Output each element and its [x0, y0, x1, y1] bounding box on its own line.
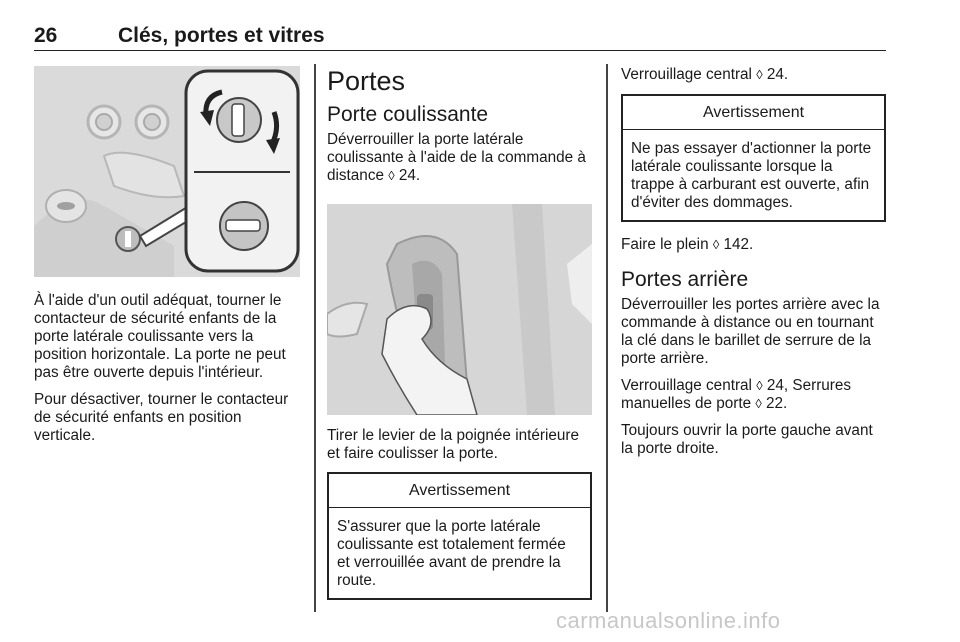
column-divider-right [606, 64, 608, 612]
section-heading-portes: Portes [327, 66, 406, 96]
column-3 [621, 66, 886, 467]
subheading-porte-coulissante: Porte coulissante [327, 103, 489, 126]
lock-detail-illustration [34, 66, 300, 277]
chapter-title: Clés, portes et vitres [118, 24, 325, 47]
xref-icon: ◊ [756, 378, 763, 393]
subheading-portes-arriere: Portes arrière [621, 268, 749, 291]
column-divider-left [314, 64, 316, 612]
warning-box-fuel-flap [621, 94, 886, 222]
rear-doors-refs: Verrouillage central ◊ 24, Serrures manuelles de porte ◊ 22. [621, 377, 852, 412]
column-1 [34, 66, 300, 454]
warning-body: Ne pas essayer d'actionner la porte latérale coulissante lorsque la trappe à carburant est ouverte, afin d'éviter des dommages. [631, 140, 872, 211]
xref-icon: ◊ [712, 237, 720, 252]
page-number: 26 [34, 24, 58, 47]
central-locking-ref: Verrouillage central ◊ 24. [621, 66, 789, 83]
warning-body: S'assurer que la porte latérale coulissante est totalement fermée et verrouillée avant de prendre la route. [337, 518, 566, 589]
page-reference[interactable]: 22. [766, 395, 788, 412]
rear-doors-order: Toujours ouvrir la porte gauche avant la porte droite. [621, 422, 873, 457]
page-header [34, 22, 886, 51]
watermark: carmanualsonline.info [556, 608, 781, 633]
xref-icon: ◊ [756, 67, 763, 82]
page-reference[interactable]: 24. [766, 66, 789, 83]
unlock-instruction: Déverrouiller la porte latérale coulissante à l'aide de la commande à distance ◊ 24. [327, 131, 586, 184]
warning-box-sliding-door [327, 472, 592, 600]
sliding-door-handle-photo [327, 204, 592, 415]
xref-icon: ◊ [388, 168, 395, 183]
handle-instruction: Tirer le levier de la poignée intérieure et faire coulisser la porte. [327, 427, 579, 462]
column-2 [327, 66, 592, 612]
child-lock-instruction: À l'aide d'un outil adéquat, tourner le contacteur de sécurité enfants de la porte latérale coulissante vers la position horizontale. La porte ne peut pas être ouverte depuis l'intérieur. [34, 292, 286, 381]
refuel-ref: Faire le plein ◊ 142. [621, 236, 754, 253]
page-reference[interactable]: 24, Serrures manuelles de porte [621, 377, 852, 412]
page-reference[interactable]: 24. [398, 167, 421, 184]
child-lock-deactivate: Pour désactiver, tourner le contacteur de sécurité enfants en position verticale. [34, 391, 289, 444]
xref-icon: ◊ [755, 396, 762, 411]
warning-title: Avertissement [329, 474, 590, 508]
page-reference[interactable]: 142. [723, 236, 754, 253]
rear-doors-unlock: Déverrouiller les portes arrière avec la commande à distance ou en tournant la clé dans le barillet de serrure de la porte arrière. [621, 296, 880, 367]
warning-title: Avertissement [623, 96, 884, 130]
